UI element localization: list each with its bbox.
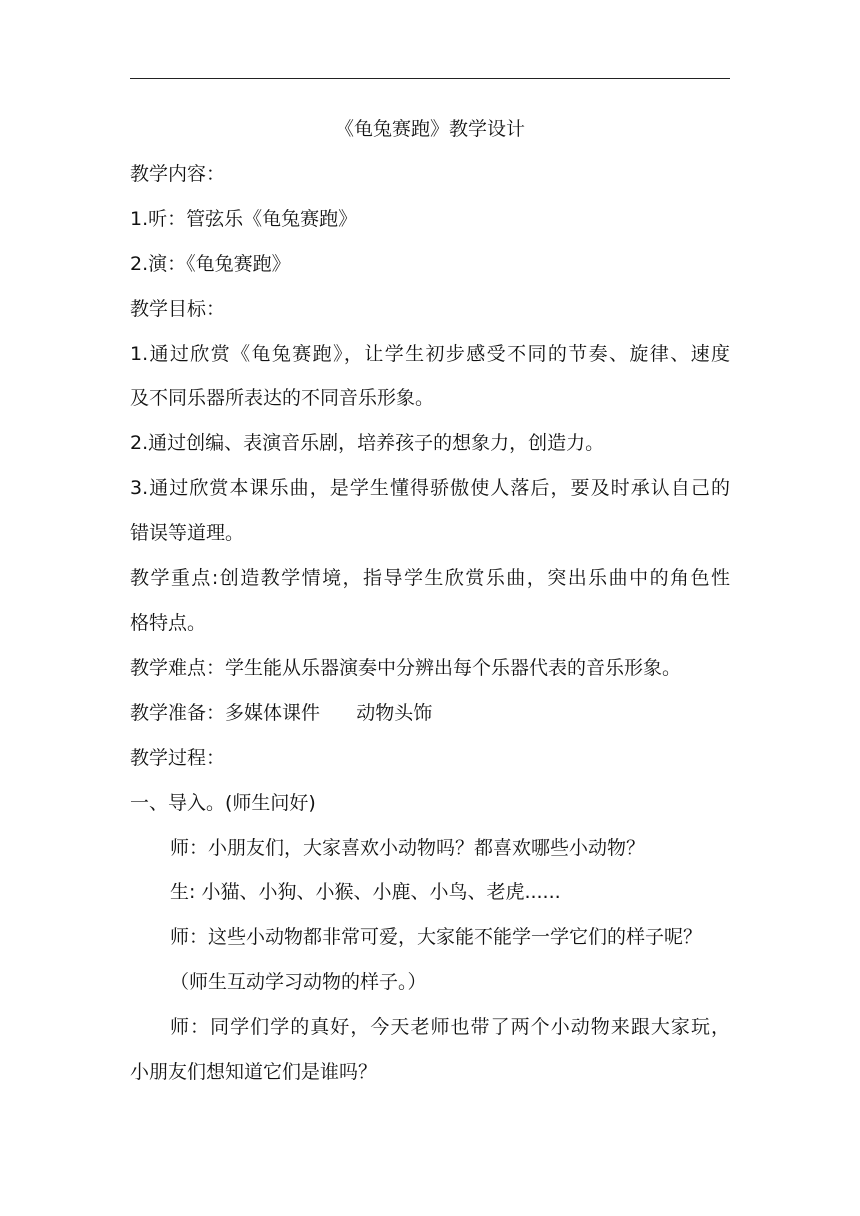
- document-title: 《龟兔赛跑》教学设计: [334, 118, 525, 140]
- header-rule: [130, 78, 730, 79]
- dialogue-teacher-2: 师：这些小动物都非常可爱，大家能不能学一学它们的样子呢？: [170, 926, 703, 948]
- goal-1-line-1: 1.通过欣赏《龟兔赛跑》，让学生初步感受不同的节奏、旋律、速度: [130, 343, 730, 365]
- goal-2: 2.通过创编、表演音乐剧，培养孩子的想象力，创造力。: [130, 432, 605, 454]
- goal-3-line-1: 3.通过欣赏本课乐曲，是学生懂得骄傲使人落后，要及时承认自己的: [130, 477, 730, 499]
- dialogue-student-1: 生: 小猫、小狗、小猴、小鹿、小鸟、老虎......: [170, 881, 561, 903]
- key-point-line-2: 格特点。: [130, 612, 207, 634]
- key-point-line-1: 教学重点:创造教学情境，指导学生欣赏乐曲，突出乐曲中的角色性: [130, 567, 730, 589]
- goal-3-line-2: 错误等道理。: [130, 522, 245, 544]
- section-heading-goals: 教学目标：: [130, 298, 226, 320]
- section-heading-content: 教学内容：: [130, 163, 226, 185]
- preparation: 教学准备：多媒体课件 动物头饰: [130, 702, 433, 724]
- dialogue-teacher-3-line-1: 师：同学们学的真好，今天老师也带了两个小动物来跟大家玩，: [170, 1016, 730, 1038]
- difficulty: 教学难点：学生能从乐器演奏中分辨出每个乐器代表的音乐形象。: [130, 657, 682, 679]
- stage-direction: （师生互动学习动物的样子。）: [170, 971, 427, 993]
- section-heading-process: 教学过程：: [130, 747, 226, 769]
- content-item-2: 2.演：《龟兔赛跑》: [130, 253, 291, 275]
- goal-1-line-2: 及不同乐器所表达的不同音乐形象。: [130, 387, 435, 409]
- dialogue-teacher-1: 师：小朋友们，大家喜欢小动物吗？都喜欢哪些小动物？: [170, 837, 646, 859]
- step-1-heading: 一、导入。(师生问好): [130, 792, 316, 814]
- dialogue-teacher-3-line-2: 小朋友们想知道它们是谁吗？: [130, 1061, 378, 1083]
- content-item-1: 1.听：管弦乐《龟兔赛跑》: [130, 208, 358, 230]
